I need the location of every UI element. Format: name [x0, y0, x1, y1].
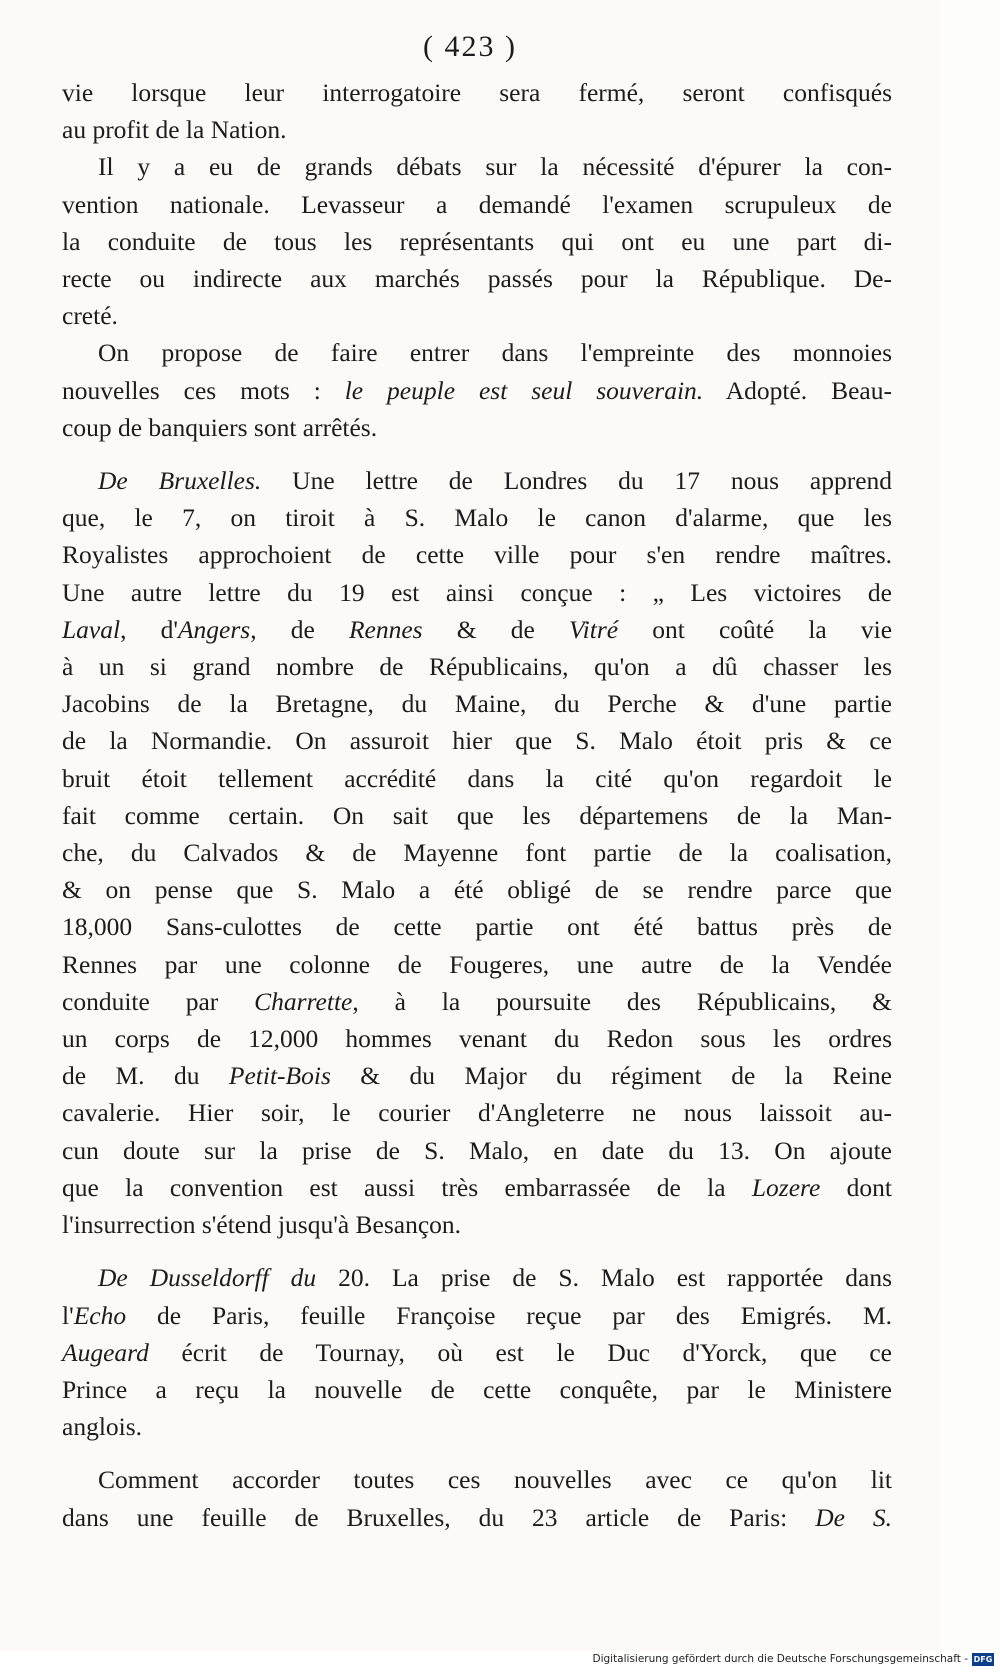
text-line: 18,000 Sans-culottes de cette partie ont été battus près de [62, 912, 892, 942]
text-line [62, 983, 892, 1020]
text-line: Royalistes approchoient de cette ville pour s'en rendre maîtres. [62, 540, 892, 570]
text-line: fait comme certain. On sait que les départemens de la Man- [62, 800, 892, 830]
text-line: Il y a eu de grands débats sur la nécessité d'épurer la con- [98, 152, 892, 182]
italic-run: Augeard [62, 1337, 149, 1367]
italic-run: Angers [177, 614, 251, 644]
text-line [62, 1334, 892, 1371]
dfg-logo-icon: DFG [973, 1655, 993, 1664]
italic-run: Vitré [568, 614, 619, 644]
text-line: bruit étoit tellement accrédité dans la cité qu'on regardoit le [62, 763, 892, 793]
italic-run: Charrette [254, 986, 353, 1016]
italic-run: le peuple est seul souverain. [344, 375, 704, 405]
text-run: Une lettre de Londres du 17 nous apprend [292, 466, 893, 496]
text-line: Prince a reçu la nouvelle de cette conquête, par le Ministere [62, 1374, 892, 1404]
italic-run: Petit-Bois [228, 1061, 331, 1091]
text-line: un corps de 12,000 hommes venant du Redon sous les ordres [62, 1024, 892, 1054]
text-line: que, le 7, on tiroit à S. Malo le canon d'alarme, que les [62, 503, 892, 533]
text-run: écrit de Tournay, où est le Duc d'Yorck, que ce [181, 1337, 893, 1367]
text-run: & du Major du régiment de la Reine [360, 1061, 892, 1091]
text-line: Comment accorder toutes ces nouvelles avec ce qu'on lit [98, 1465, 892, 1495]
text-line: Jacobins de la Bretagne, du Maine, du Perche & d'une partie [62, 689, 892, 719]
text-run: que la convention est aussi très embarrassée de la [62, 1172, 726, 1202]
text-line [62, 462, 892, 499]
text-line [62, 1057, 892, 1094]
text-run: de M. du [62, 1061, 200, 1091]
text-line [62, 611, 892, 648]
paragraph-2 [62, 148, 892, 334]
text-run: dans une feuille de Bruxelles, du 23 article de Paris: [62, 1502, 788, 1532]
paragraph-3 [62, 334, 892, 446]
paragraph-gap [62, 1243, 892, 1259]
text-line: vie lorsque leur interrogatoire sera fermé, seront confisqués [62, 78, 892, 107]
text-line [62, 1169, 892, 1206]
italic-run: Rennes [348, 614, 423, 644]
paragraph-5 [62, 1259, 892, 1445]
dateline: De Dusseldorff du [98, 1263, 317, 1293]
text-line: On propose de faire entrer dans l'empreinte des monnoies [98, 338, 892, 368]
body-text [62, 74, 892, 1536]
text-line: l'insurrection s'étend jusqu'à Besançon. [62, 1210, 462, 1240]
text-run: , de [250, 614, 315, 644]
italic-run: De S. [815, 1502, 893, 1532]
text-line: cun doute sur la prise de S. Malo, en date du 13. On ajoute [62, 1135, 892, 1165]
text-line [62, 372, 892, 409]
italic-run: Echo [73, 1300, 127, 1330]
text-run: 20. La prise de S. Malo est rapportée dans [338, 1263, 892, 1293]
text-run: , d' [120, 614, 178, 644]
text-run: ont coûté la vie [652, 614, 893, 644]
paragraph-6 [62, 1461, 892, 1535]
text-line [62, 1499, 892, 1536]
text-run: conduite par [62, 986, 219, 1016]
text-run: , à la poursuite des Républicains, & [352, 986, 892, 1016]
text-line: à un si grand nombre de Républicains, qu'on a dû chasser les [62, 652, 892, 682]
paragraph-1 [62, 74, 892, 148]
text-line: coup de banquiers sont arrêtés. [62, 412, 378, 442]
italic-run: Laval [62, 614, 121, 644]
paragraph-gap [62, 446, 892, 462]
text-run: dont [846, 1172, 893, 1202]
text-line: Une autre lettre du 19 est ainsi conçue : „ Les victoires de [62, 577, 892, 607]
paragraph-gap [62, 1445, 892, 1461]
digitization-credit: Digitalisierung gefördert durch die Deutsche Forschungsgemeinschaft - [592, 1653, 968, 1665]
text-line: de la Normandie. On assuroit hier que S. Malo étoit pris & ce [62, 726, 892, 756]
italic-run: Lozere [751, 1172, 821, 1202]
page-number: ( 423 ) [423, 30, 517, 63]
text-run: de Paris, feuille Françoise reçue par des Emigrés. M. [157, 1300, 893, 1330]
text-line: & on pense que S. Malo a été obligé de se rendre parce que [62, 875, 892, 905]
text-line: cavalerie. Hier soir, le courier d'Angleterre ne nous laissoit au- [62, 1098, 892, 1128]
text-line: anglois. [62, 1412, 143, 1442]
text-line: la conduite de tous les représentants qui ont eu une part di- [62, 226, 892, 256]
text-line: vention nationale. Levasseur a demandé l'examen scrupuleux de [62, 189, 892, 219]
text-run: & de [456, 614, 535, 644]
text-line [62, 1297, 892, 1334]
paragraph-4 [62, 462, 892, 1243]
text-run: l' [62, 1300, 74, 1330]
text-run: nouvelles ces mots : [62, 375, 321, 405]
text-line: creté. [62, 301, 118, 331]
dateline: De Bruxelles. [98, 466, 262, 496]
text-line [62, 1259, 892, 1296]
text-line: recte ou indirecte aux marchés passés pour la République. De- [62, 264, 892, 294]
text-line: che, du Calvados & de Mayenne font partie de la coalisation, [62, 838, 892, 868]
text-run: Adopté. Beau- [725, 375, 892, 405]
text-line: Rennes par une colonne de Fougeres, une autre de la Vendée [62, 949, 892, 979]
text-line: au profit de la Nation. [62, 115, 287, 145]
